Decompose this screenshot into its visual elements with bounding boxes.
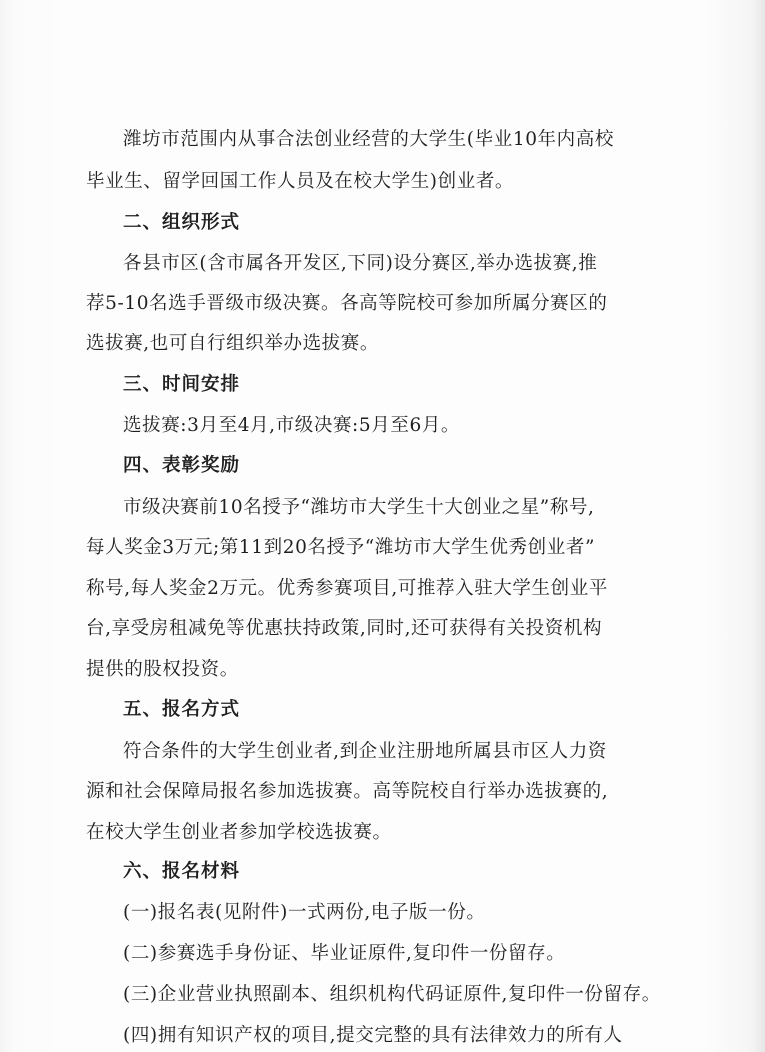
body-line: 在校大学生创业者参加学校选拔赛。	[86, 822, 392, 843]
body-line: (二)参赛选手身份证、毕业证原件,复印件一份留存。	[123, 943, 566, 964]
body-line: 符合条件的大学生创业者,到企业注册地所属县市区人力资	[123, 741, 607, 762]
body-line: 每人奖金3万元;第11到20名授予“潍坊市大学生优秀创业者”	[86, 537, 596, 558]
body-line: 各县市区(含市属各开发区,下同)设分赛区,举办选拔赛,推	[123, 253, 598, 274]
section-heading-schedule: 三、时间安排	[123, 374, 241, 395]
body-line: 称号,每人奖金2万元。优秀参赛项目,可推荐入驻大学生创业平	[86, 578, 608, 599]
section-heading-awards: 四、表彰奖励	[123, 455, 241, 476]
body-line: 市级决赛前10名授予“潍坊市大学生十大创业之星”称号,	[123, 497, 595, 518]
body-line: 选拔赛,也可自行组织举办选拔赛。	[86, 333, 379, 354]
section-heading-materials: 六、报名材料	[123, 861, 241, 882]
body-line: (四)拥有知识产权的项目,提交完整的具有法律效力的所有人	[123, 1025, 623, 1046]
section-heading-registration: 五、报名方式	[123, 699, 241, 720]
section-heading-organization: 二、组织形式	[123, 212, 241, 233]
body-line: 提供的股权投资。	[86, 659, 239, 680]
body-line: 台,享受房租减免等优惠扶持政策,同时,还可获得有关投资机构	[86, 618, 603, 639]
body-line: 荐5-10名选手晋级市级决赛。各高等院校可参加所属分赛区的	[86, 293, 608, 314]
page-edge-shadow	[755, 0, 765, 1052]
body-line: (一)报名表(见附件)一式两份,电子版一份。	[123, 902, 486, 923]
body-line: (三)企业营业执照副本、组织机构代码证原件,复印件一份留存。	[123, 984, 661, 1005]
body-line: 潍坊市范围内从事合法创业经营的大学生(毕业10年内高校	[123, 129, 614, 150]
body-line: 选拔赛:3月至4月,市级决赛:5月至6月。	[123, 415, 461, 436]
body-line: 源和社会保障局报名参加选拔赛。高等院校自行举办选拔赛的,	[86, 781, 609, 802]
body-line: 毕业生、留学回国工作人员及在校大学生)创业者。	[86, 171, 515, 192]
